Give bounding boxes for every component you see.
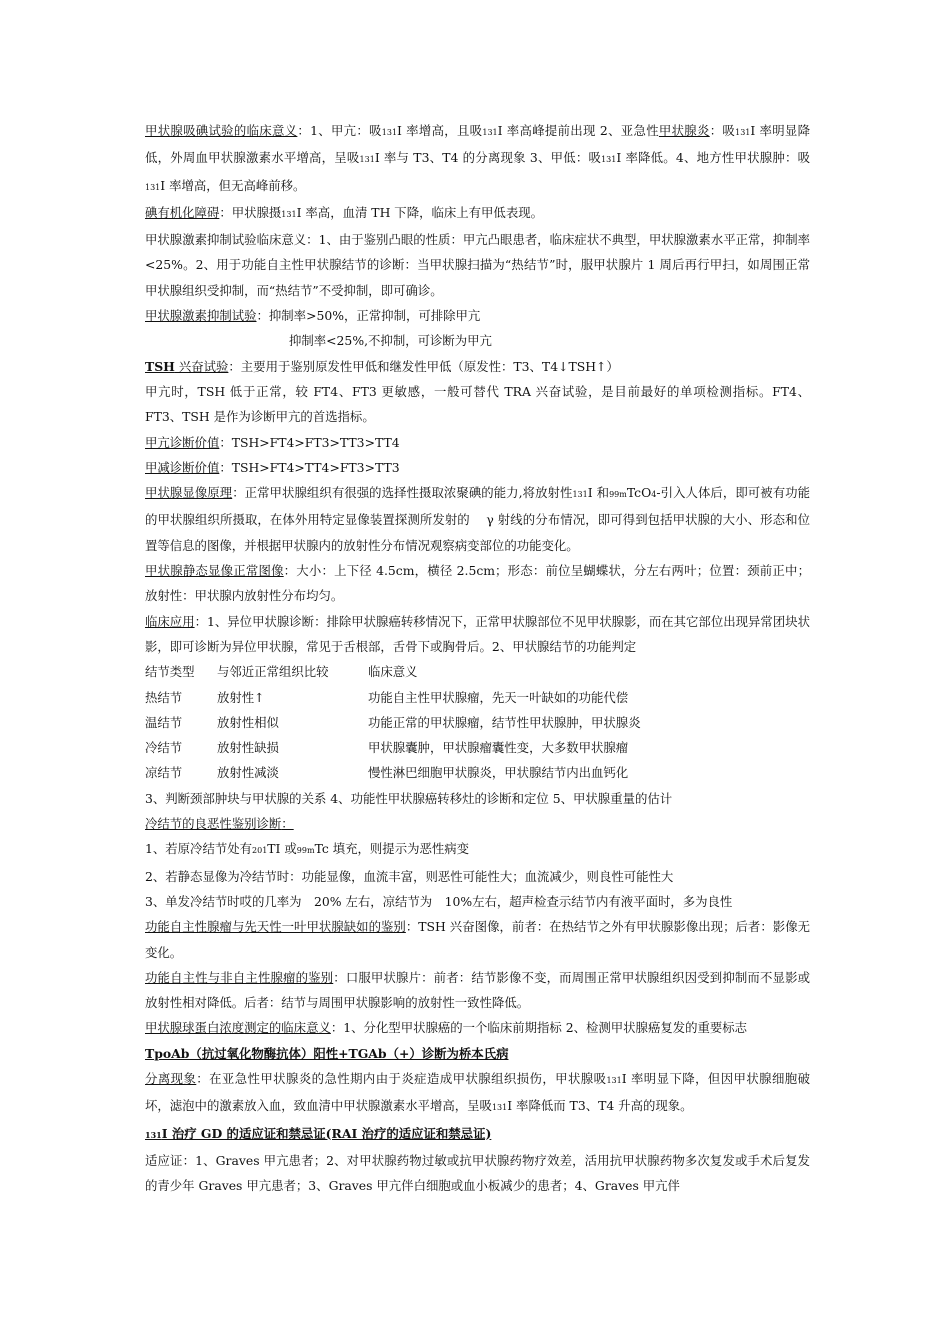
table-cell: 放射性缺损 [217, 740, 279, 756]
section-heading-bold [145, 1126, 491, 1141]
section-heading-bold: TSH [145, 358, 175, 374]
isotope-superscript: 131 [281, 209, 297, 219]
text: I 率增高，且吸 [397, 123, 483, 138]
text: ：1、甲亢：吸 [297, 123, 382, 138]
section-heading: 甲状腺激素抑制试验 [145, 308, 257, 324]
paragraph-tsh-sensitivity: 甲亢时，TSH 低于正常，较 FT4、FT3 更敏感，一般可替代 TRA 兴奋试验，是目前最好的单项检测指标。FT4、FT3、TSH 是作为诊断甲亢的首选指标。 [145, 383, 810, 425]
isotope-superscript: 131 [572, 490, 588, 500]
table-cell: 放射性相似 [217, 714, 279, 730]
table-header-row [145, 659, 810, 684]
table-cell: 放射性减淡 [217, 765, 279, 781]
paragraph-applications-cont: 3、判断颈部肿块与甲状腺的关系 4、功能性甲状腺癌转移灶的诊断和定位 5、甲状腺重量的估计 [145, 790, 673, 806]
section-heading: 功能自主性腺瘤与先天性一叶甲状腺缺如的鉴别 [145, 919, 406, 935]
paragraph-hashimoto [145, 1041, 810, 1066]
isotope-superscript: 131 [145, 182, 161, 192]
isotope-superscript: 131 [145, 1129, 162, 1140]
paragraph-autonomous-vs-agenesis [145, 914, 810, 965]
text: I 和 [587, 485, 610, 501]
isotope-superscript: 131 [359, 155, 375, 165]
text: I 率降低。4、地方性甲状腺肿：吸 [616, 150, 811, 166]
section-heading: 甲状腺球蛋白浓度测定的临床意义 [145, 1020, 331, 1036]
text: -引入人体后，即可被有功能的甲状腺组织所摄取，在体外用特定显像装置探测所发射的 γ 射线的分布情况，即可得到包括甲状腺的大小、形态和位置等信息的图像，并根据甲状腺内的放射性分布情况观察病变部位的功能变化。 [145, 485, 810, 553]
underlined-term: 甲状腺炎 [658, 123, 710, 138]
section-heading-bold: TpoAb（抗过氧化物酶抗体）阳性+TGAb（+）诊断为桥本氏病 [145, 1045, 509, 1061]
paragraph-suppression-clinical: 甲状腺激素抑制试验临床意义：1、由于鉴别凸眼的性质：甲亢凸眼患者，临床症状不典型，甲状腺激素水平正常，抑制率<25%。2、用于功能自主性甲状腺结节的诊断：当甲状腺扫描为“热结节”时，服甲状腺片 1 周后再行甲扫，如周围正常甲状腺组织受抑制，而“热结节”不受抑制，即可确诊。 [145, 232, 810, 298]
table-cell: 温结节 [145, 714, 183, 730]
table-cell: 功能正常的甲状腺瘤，结节性甲状腺肿，甲状腺炎 [368, 714, 641, 730]
text: I 率高峰提前出现 2、亚急性 [497, 123, 659, 138]
paragraph-clinical-application [145, 609, 810, 660]
text: I 率降低而 T3、T4 升高的现象。 [507, 1098, 693, 1114]
nodule-table [145, 659, 810, 785]
section-heading: 功能自主性与非自主性腺瘤的鉴别 [145, 969, 334, 985]
paragraph-indications: 适应证：1、Graves 甲亢患者；2、对甲状腺药物过敏或抗甲状腺药物疗效差，活用抗甲状腺药物多次复发或手术后复发的青少年 Graves 甲亢患者；3、Graves 甲亢伴白细胞或血小板减少的患者；4、Graves 甲亢伴 [145, 1152, 810, 1194]
isotope-superscript: 99m [609, 490, 627, 500]
text: ：1、分化型甲状腺癌的一个临床前期指标 2、检测甲状腺癌复发的重要标志 [330, 1020, 748, 1036]
table-row [145, 685, 810, 710]
text: ：正常甲状腺组织有很强的选择性摄取浓聚碘的能力,将放射性 [232, 485, 573, 501]
section-heading: 临床应用 [145, 613, 195, 629]
paragraph-hyperthyroid-value [145, 430, 810, 455]
isotope-superscript: 201 [252, 846, 268, 856]
table-cell: 放射性↑ [217, 689, 265, 705]
paragraph-cold-nodule-heading [145, 811, 810, 836]
section-heading: 甲状腺显像原理 [145, 485, 233, 501]
text: ：大小：上下径 4.5cm，横径 2.5cm；形态：前位呈蝴蝶状，分左右两叶；位置：颈前正中；放射性：甲状腺内放射性分布均匀。 [145, 563, 810, 604]
text: I 率增高，但无高峰前移。 [160, 177, 306, 193]
table-row [145, 710, 810, 735]
list-item: 2、若静态显像为冷结节时：功能显像，血流丰富，则恶性可能性大；血流减少，则良性可能性大 [145, 868, 674, 884]
text: ：TSH>FT4>FT3>TT3>TT4 [219, 434, 400, 450]
text: ：主要用于鉴别原发性甲低和继发性甲低（原发性：T3、T4↓TSH↑） [228, 358, 619, 374]
subscript: 4 [651, 490, 657, 500]
text: ：甲状腺摄 [219, 204, 282, 220]
text: TcO [626, 485, 652, 501]
text: TI 或 [267, 841, 297, 857]
section-heading: 甲状腺静态显像正常图像 [145, 563, 284, 579]
list-item: 3、单发冷结节时哎的几率为 20% 左右，凉结节为 10%左右，超声检查示结节内有液平面时，多为良性 [145, 893, 733, 909]
isotope-superscript: 131 [482, 128, 498, 137]
paragraph-static-imaging [145, 558, 810, 609]
text: ：抑制率>50%，正常抑制，可排除甲亢 [256, 308, 481, 324]
paragraph-hypothyroid-value [145, 455, 810, 480]
isotope-superscript: 131 [735, 128, 751, 137]
section-heading: 甲减诊断价值 [145, 459, 220, 475]
text: ：TSH 兴奋图像，前者：在热结节之外有甲状腺影像出现；后者：影像无变化。 [145, 919, 811, 960]
text: ：TSH>FT4>TT4>FT3>TT3 [219, 459, 400, 475]
isotope-superscript: 131 [491, 1103, 508, 1113]
paragraph-dissociation [145, 1066, 810, 1121]
text: 1、若原冷结节处有 [145, 841, 253, 857]
section-heading: 甲亢诊断价值 [145, 434, 220, 450]
table-row [145, 735, 810, 760]
text: I 治疗 GD 的适应证和禁忌证(RAI 治疗的适应证和禁忌证) [161, 1125, 492, 1141]
paragraph-suppression-test-line2: 抑制率<25%,不抑制，可诊断为甲亢 [289, 333, 492, 349]
isotope-superscript: 131 [381, 128, 398, 137]
table-cell: 功能自主性甲状腺瘤，先天一叶缺如的功能代偿 [368, 689, 629, 705]
paragraph-autonomous-vs-nonautonomous [145, 965, 810, 1016]
text: ：在亚急性甲状腺炎的急性期内由于炎症造成甲状腺组织损伤，甲状腺吸 [196, 1070, 607, 1086]
table-cell: 热结节 [145, 689, 183, 705]
text: I 率与 T3、T4 的分离现象 3、甲低：吸 [374, 150, 602, 166]
table-header-cell: 与邻近正常组织比较 [217, 664, 329, 680]
text: ： [281, 816, 294, 832]
table-cell: 冷结节 [145, 740, 183, 756]
paragraph-imaging-principle [145, 480, 810, 558]
isotope-superscript: 131 [606, 1075, 622, 1085]
text: ：吸 [709, 123, 736, 138]
section-heading: 分离现象 [145, 1070, 197, 1086]
paragraph-thyroglobulin [145, 1015, 810, 1040]
text: I 率高，血清 TH 下降，临床上有甲低表现。 [296, 204, 543, 220]
table-cell: 甲状腺囊肿，甲状腺瘤囊性变，大多数甲状腺瘤 [368, 740, 629, 756]
table-cell: 慢性淋巴细胞甲状腺炎，甲状腺结节内出血钙化 [368, 765, 629, 781]
isotope-superscript: 99m [296, 846, 315, 856]
list-item [145, 836, 810, 863]
table-header-cell: 临床意义 [368, 664, 418, 680]
isotope-superscript: 131 [601, 155, 617, 165]
table-cell: 凉结节 [145, 765, 183, 781]
paragraph-suppression-test [145, 303, 810, 328]
section-heading: 冷结节的良恶性鉴别诊断 [145, 816, 282, 832]
text: I 率明显降低，外周血甲状腺激素水平增高，呈吸 [145, 123, 811, 166]
text: ：口服甲状腺片：前者：结节影像不变，而周围正常甲状腺组织因受到抑制而不显影或放射性相对降低。后者：结节与周围甲状腺影响的放射性一致性降低。 [145, 969, 811, 1011]
table-header-cell: 结节类型 [145, 664, 195, 680]
paragraph-rai-heading [145, 1121, 810, 1148]
document-body [145, 118, 810, 1198]
text: Tc 填充，则提示为恶性病变 [314, 841, 470, 857]
section-heading: 兴奋试验 [174, 358, 229, 374]
table-row [145, 760, 810, 785]
section-heading: 碘有机化障碍 [145, 204, 220, 220]
paragraph-iodine-uptake [145, 118, 810, 200]
paragraph-iodine-organification [145, 200, 810, 227]
section-heading: 甲状腺吸碘试验的临床意义 [145, 123, 298, 138]
paragraph-tsh-stimulation [145, 354, 810, 379]
text: I 率明显下降，但因甲状腺细胞破坏，滤泡中的激素放入血，致血清中甲状腺激素水平增高，呈吸 [145, 1070, 811, 1114]
text: ：1、异位甲状腺诊断：排除甲状腺癌转移情况下，正常甲状腺部位不见甲状腺影，而在其它部位出现异常团块状影，即可诊断为异位甲状腺，常见于舌根部，舌骨下或胸骨后。2、甲状腺结节的功能判定 [145, 613, 810, 654]
